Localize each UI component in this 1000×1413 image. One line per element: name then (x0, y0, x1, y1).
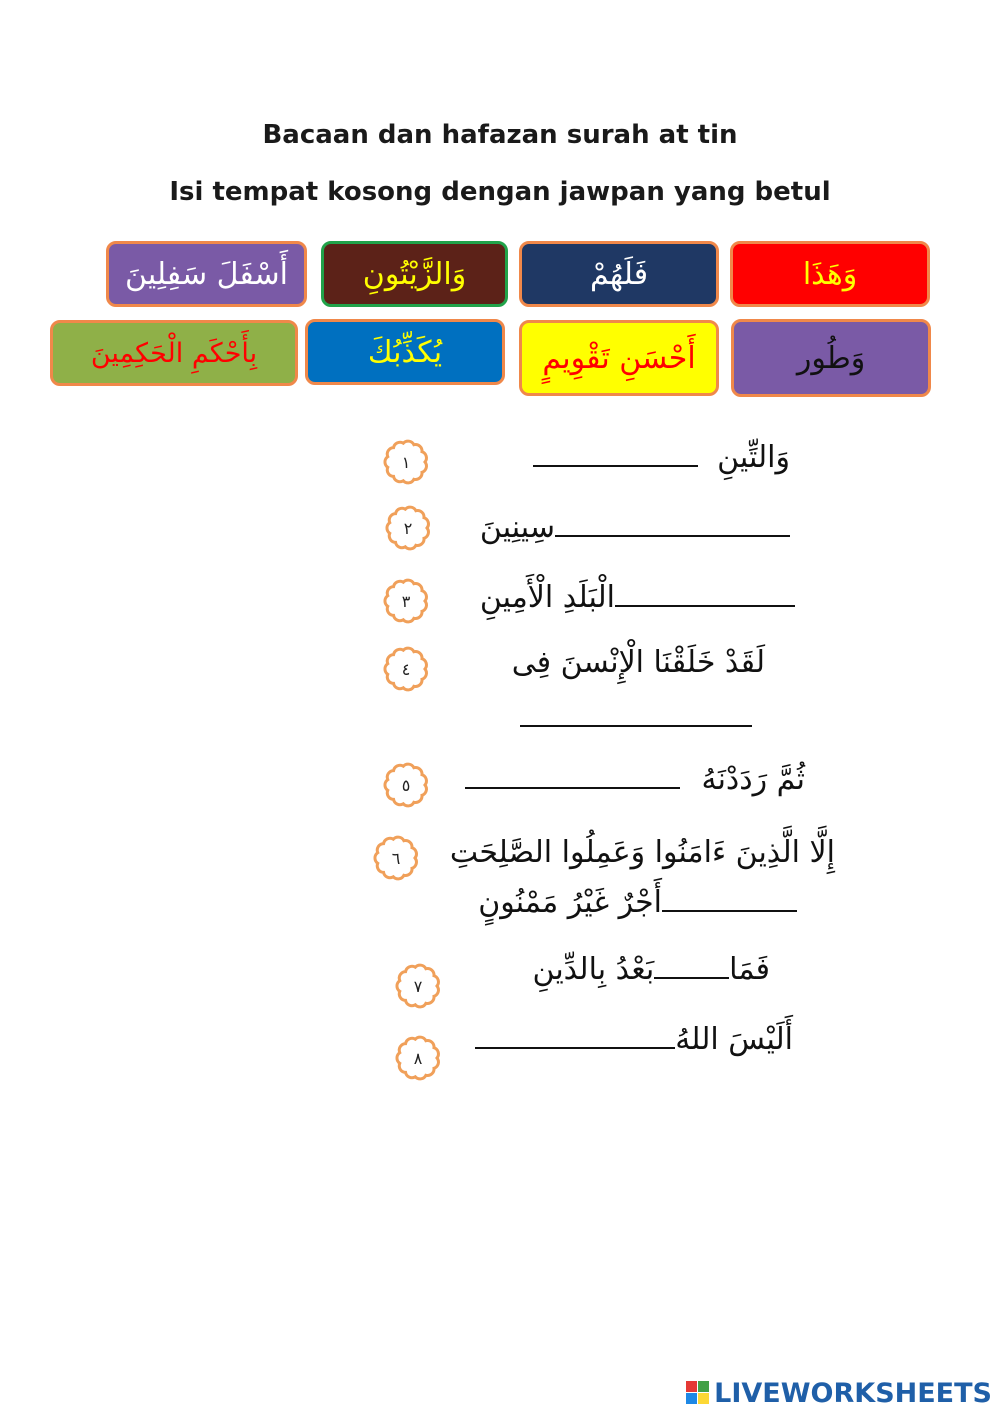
number-badge (378, 641, 434, 697)
badge-number: ٦ (391, 848, 401, 868)
number-badge (378, 573, 434, 629)
question-line (512, 645, 765, 680)
answer-blank[interactable] (475, 1023, 675, 1049)
word-chip[interactable] (519, 241, 719, 307)
word-chip[interactable] (106, 241, 307, 307)
badge-number: ١ (401, 452, 411, 472)
word-chip-label: أَسْفَلَ سَفِلِينَ (124, 256, 289, 292)
question-text: وَالتِّينِ (717, 440, 790, 475)
word-chip-label: وَهَذَا (802, 256, 858, 292)
word-chip[interactable] (731, 319, 931, 397)
word-chip[interactable] (519, 320, 719, 396)
question-line (480, 580, 795, 615)
answer-blank[interactable] (615, 581, 795, 607)
question-line (480, 510, 790, 545)
word-chip[interactable] (321, 241, 508, 307)
answer-blank[interactable] (555, 511, 790, 537)
question-text: فَمَا (729, 952, 770, 987)
question-line (478, 885, 797, 920)
question-line (450, 835, 835, 870)
answer-blank[interactable] (465, 763, 680, 789)
question-line (533, 440, 790, 475)
question-text: لَقَدْ خَلَقْنَا الْإِنْسنَ فِى (511, 645, 765, 680)
word-chip-label: فَلَهُمْ (589, 256, 649, 292)
answer-blank[interactable] (520, 701, 752, 727)
question-text: بَعْدُ بِالدِّينِ (532, 952, 655, 987)
brand-name: LIVEWORKSHEETS (714, 1377, 992, 1409)
question-text: أَجْرٌ غَيْرُ مَمْنُونٍ (478, 885, 662, 920)
number-badge (390, 958, 446, 1014)
number-badge (380, 500, 436, 556)
word-chip-label: وَطُور (796, 340, 866, 376)
word-chip-label: يُكَذِّبُكَ (367, 334, 443, 370)
word-chip[interactable] (730, 241, 930, 307)
word-chip-label: وَالزَّيْتُونِ (362, 256, 467, 292)
word-chip[interactable] (305, 319, 505, 385)
liveworksheets-logo (686, 1376, 992, 1410)
question-text: الْبَلَدِ الْأَمِينِ (479, 580, 615, 615)
question-line (475, 1022, 793, 1057)
question-line (520, 700, 752, 735)
badge-number: ٢ (403, 518, 413, 538)
badge-number: ٥ (401, 775, 411, 795)
badge-number: ٣ (401, 591, 411, 611)
word-chip-label: أَحْسَنِ تَقْوِيمٍ (542, 340, 696, 376)
page-title: Bacaan dan hafazan surah at tin (262, 120, 738, 150)
number-badge (378, 757, 434, 813)
answer-blank[interactable] (654, 953, 729, 979)
question-text: أَلَيْسَ اللهُ (675, 1022, 793, 1057)
badge-number: ٧ (413, 976, 423, 996)
question-text: سِينِينَ (479, 510, 555, 545)
instruction-text: Isi tempat kosong dengan jawpan yang betul (169, 177, 831, 207)
number-badge (368, 830, 424, 886)
word-chip[interactable] (50, 320, 298, 386)
number-badge (378, 434, 434, 490)
badge-number: ٤ (401, 659, 411, 679)
answer-blank[interactable] (533, 441, 698, 467)
question-text: إِلَّا الَّذِينَ ءَامَنُوا وَعَمِلُوا الصَّلِحَتِ (449, 835, 835, 870)
badge-number: ٨ (413, 1048, 423, 1068)
brand-mark-icon (686, 1381, 710, 1405)
number-badge (390, 1030, 446, 1086)
answer-blank[interactable] (662, 886, 797, 912)
word-chip-label: بِأَحْكَمِ الْحَكِمِينَ (90, 337, 258, 369)
question-line (533, 952, 771, 987)
question-line (465, 762, 805, 797)
question-text: ثُمَّ رَدَدْنَهُ (701, 762, 805, 797)
